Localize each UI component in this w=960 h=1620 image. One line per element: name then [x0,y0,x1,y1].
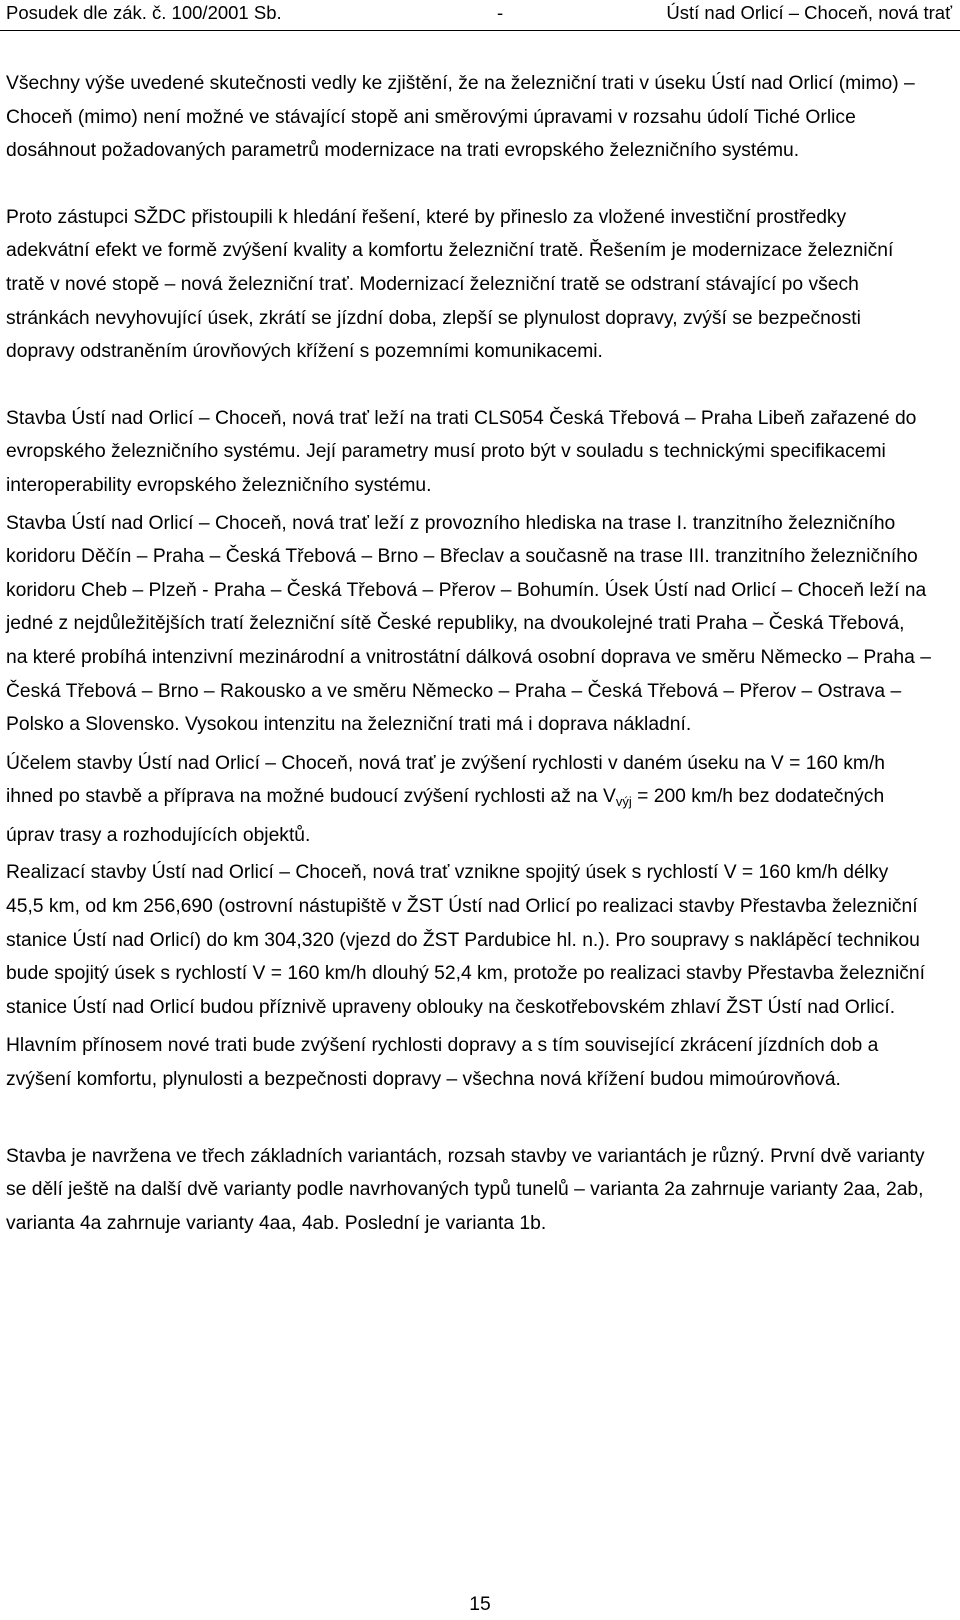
document-body [6,67,931,1240]
paragraph-benefit: Hlavním přínosem nové trati bude zvýšení rychlosti dopravy a s tím související zkrácení jízdních dob a zvýšení komfortu, plynulosti a bezpečnosti dopravy – všechna nová křížení budou mimoúrovňová. [6,1035,879,1091]
paragraph-findings: Všechny výše uvedené skutečnosti vedly ke zjištění, že na železniční trati v úseku Ústí nad Orlicí (mimo) – Choceň (mimo) není možné ve stávající stopě ani směrovými úpravami v rozsahu údolí Tiché Orlice dosáhnout požadovaných parametrů modernizace na trati evropského železničního systému. [6,73,915,162]
page-header [0,0,960,31]
purpose-text-before: Účelem stavby Ústí nad Orlicí – Choceň, nová trať je zvýšení rychlosti v daném úseku na V = 160 km/h ihned po stavbě a příprava na možné budoucí zvýšení rychlosti až na V [6,752,886,808]
paragraph-corridors: Stavba Ústí nad Orlicí – Choceň, nová trať leží z provozního hlediska na trase I. tranzitního železničního koridoru Děčín – Praha – Česká Třebová – Brno – Břeclav a současně na trase III. tranzitního železničního koridoru Cheb – Plzeň - Praha – Česká Třebová – Přerov – Bohumín. Úsek Ústí nad Orlicí – Choceň leží na jedné z nejdůležitějších tratí železniční sítě České republiky, na dvoukolejné trati Praha – Česká Třebová, na které probíhá intenzivní mezinárodní a vnitrostátní dálková osobní doprava ve směru Německo – Praha – Česká Třebová – Brno – Rakousko a ve směru Německo – Praha – Česká Třebová – Přerov – Ostrava – Polsko a Slovensko. Vysokou intenzitu na železniční trati má i doprava nákladní. [6,512,931,736]
purpose-subscript: výj [615,794,632,810]
paragraph-purpose [6,747,931,853]
header-separator: - [497,2,504,23]
page-number: 15 [469,1594,491,1615]
paragraph-realization: Realizací stavby Ústí nad Orlicí – Choceň, nová trať vznikne spojitý úsek s rychlostí V = 160 km/h délky 45,5 km, od km 256,690 (ostrovní nástupiště v ŽST Ústí nad Orlicí po realizaci stavby Přestavba železniční stanice Ústí nad Orlicí) do km 304,320 (vjezd do ŽST Pardubice hl. n.). Pro soupravy s naklápěcí technikou bude spojitý úsek s rychlostí V = 160 km/h dlouhý 52,4 km, protože po realizaci stavby Přestavba železniční stanice Ústí nad Orlicí budou příznivě upraveny oblouky na českotřebovském zhlaví ŽST Ústí nad Orlicí. [6,862,926,1018]
header-right-text: Ústí nad Orlicí – Choceň, nová trať [666,2,952,23]
paragraph-solution: Proto zástupci SŽDC přistoupili k hledání řešení, které by přineslo za vložené investiční prostředky adekvátní efekt ve formě zvýšení kvality a komfortu železniční tratě. Řešením je modernizace železniční tratě v nové stopě – nová železniční trať. Modernizací železniční tratě se odstraní stávající po všech stránkách nevyhovující úsek, zkrátí se jízdní doba, zlepší se plynulost dopravy, zvýší se bezpečnosti dopravy odstraněním úrovňových křížení s pozemními komunikacemi. [6,206,894,363]
header-left-text: Posudek dle zák. č. 100/2001 Sb. [6,2,282,23]
purpose-text-after: = 200 km/h bez dodatečných úprav trasy a rozhodujících objektů. [6,786,885,846]
paragraph-cls054: Stavba Ústí nad Orlicí – Choceň, nová trať leží na trati CLS054 Česká Třebová – Praha Libeň zařazené do evropského železničního systému. Její parametry musí proto být v souladu s technickými specifikacemi interoperability evropského železničního systému. [6,407,917,496]
paragraph-variants: Stavba je navržena ve třech základních variantách, rozsah stavby ve variantách je různý. První dvě varianty se dělí ještě na další dvě varianty podle navrhovaných typů tunelů – varianta 2a zahrnuje varianty 2aa, 2ab, varianta 4a zahrnuje varianty 4aa, 4ab. Poslední je varianta 1b. [6,1145,925,1234]
